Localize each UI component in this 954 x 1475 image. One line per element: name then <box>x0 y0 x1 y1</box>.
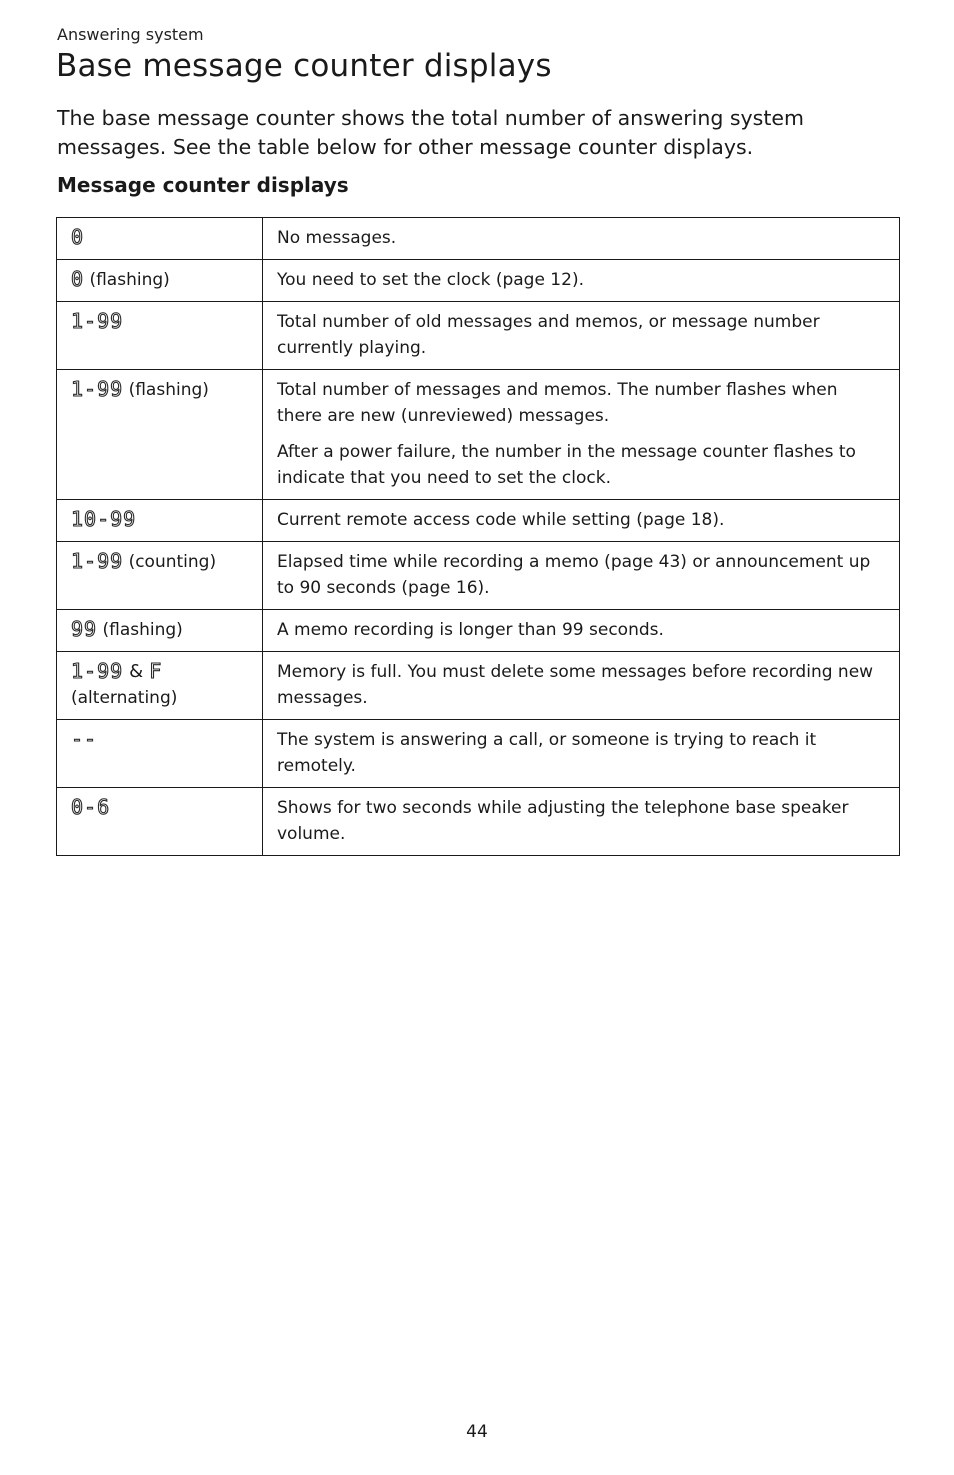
description-text: You need to set the clock (page 12). <box>277 270 584 290</box>
table-row <box>57 370 900 500</box>
table-row <box>57 260 900 302</box>
display-state-note: (alternating) <box>71 688 178 708</box>
description-cell <box>263 370 900 500</box>
description-text: Total number of messages and memos. The number flashes when there are new (unreviewed) messages. <box>277 380 838 426</box>
description-cell <box>263 302 900 370</box>
lcd-display-value: 1-99 <box>71 659 124 683</box>
lcd-display-value: 1-99 <box>71 377 124 401</box>
display-state-note: (flashing) <box>89 270 170 290</box>
lcd-display-value: 10-99 <box>71 507 137 531</box>
lcd-display-value-alt: F <box>149 659 163 683</box>
description-cell <box>263 652 900 720</box>
description-text: Total number of old messages and memos, or message number currently playing. <box>277 312 820 358</box>
lcd-display-value: 0-6 <box>71 795 111 819</box>
description-cell <box>263 788 900 856</box>
display-state-note: (counting) <box>128 552 217 572</box>
section-label: Answering system <box>57 25 204 44</box>
description-text: No messages. <box>277 228 397 248</box>
ampersand-separator: & <box>129 661 144 682</box>
table-row <box>57 788 900 856</box>
message-counter-table <box>56 217 900 856</box>
description-text: Memory is full. You must delete some messages before recording new messages. <box>277 662 874 708</box>
lcd-display-value: 0 <box>71 267 85 291</box>
table-row <box>57 500 900 542</box>
description-text: The system is answering a call, or someone is trying to reach it remotely. <box>277 730 817 776</box>
display-cell <box>57 500 263 542</box>
table-row <box>57 720 900 788</box>
description-text: Shows for two seconds while adjusting the telephone base speaker volume. <box>277 798 849 844</box>
page-title: Base message counter displays <box>56 48 552 84</box>
description-cell <box>263 720 900 788</box>
description-text: Elapsed time while recording a memo (page 43) or announcement up to 90 seconds (page 16). <box>277 552 871 598</box>
display-cell <box>57 302 263 370</box>
display-cell <box>57 788 263 856</box>
description-text: Current remote access code while setting (page 18). <box>277 510 725 530</box>
table-row <box>57 610 900 652</box>
lcd-display-value: 1-99 <box>71 549 124 573</box>
table-row <box>57 302 900 370</box>
lcd-display-value: 99 <box>71 617 98 641</box>
description-cell <box>263 500 900 542</box>
table-row <box>57 218 900 260</box>
description-cell <box>263 542 900 610</box>
description-cell <box>263 218 900 260</box>
description-cell <box>263 260 900 302</box>
page-number: 44 <box>466 1422 488 1442</box>
display-cell <box>57 370 263 500</box>
lcd-display-value: 0 <box>71 225 85 249</box>
lcd-display-value: 1-99 <box>71 309 124 333</box>
description-text: After a power failure, the number in the message counter flashes to indicate that you need to set the clock. <box>277 442 856 488</box>
table-heading: Message counter displays <box>57 173 349 197</box>
display-cell <box>57 542 263 610</box>
intro-paragraph: The base message counter shows the total number of answering system messages. See the table below for other message counter displays. <box>57 106 804 159</box>
display-cell <box>57 260 263 302</box>
table-row <box>57 652 900 720</box>
display-state-note: (flashing) <box>102 620 183 640</box>
display-state-note: (flashing) <box>128 380 209 400</box>
description-text: A memo recording is longer than 99 seconds. <box>277 620 664 640</box>
lcd-display-value: -- <box>71 727 98 751</box>
table-row <box>57 542 900 610</box>
description-cell <box>263 610 900 652</box>
display-cell <box>57 218 263 260</box>
display-cell <box>57 652 263 720</box>
display-cell <box>57 720 263 788</box>
display-cell <box>57 610 263 652</box>
